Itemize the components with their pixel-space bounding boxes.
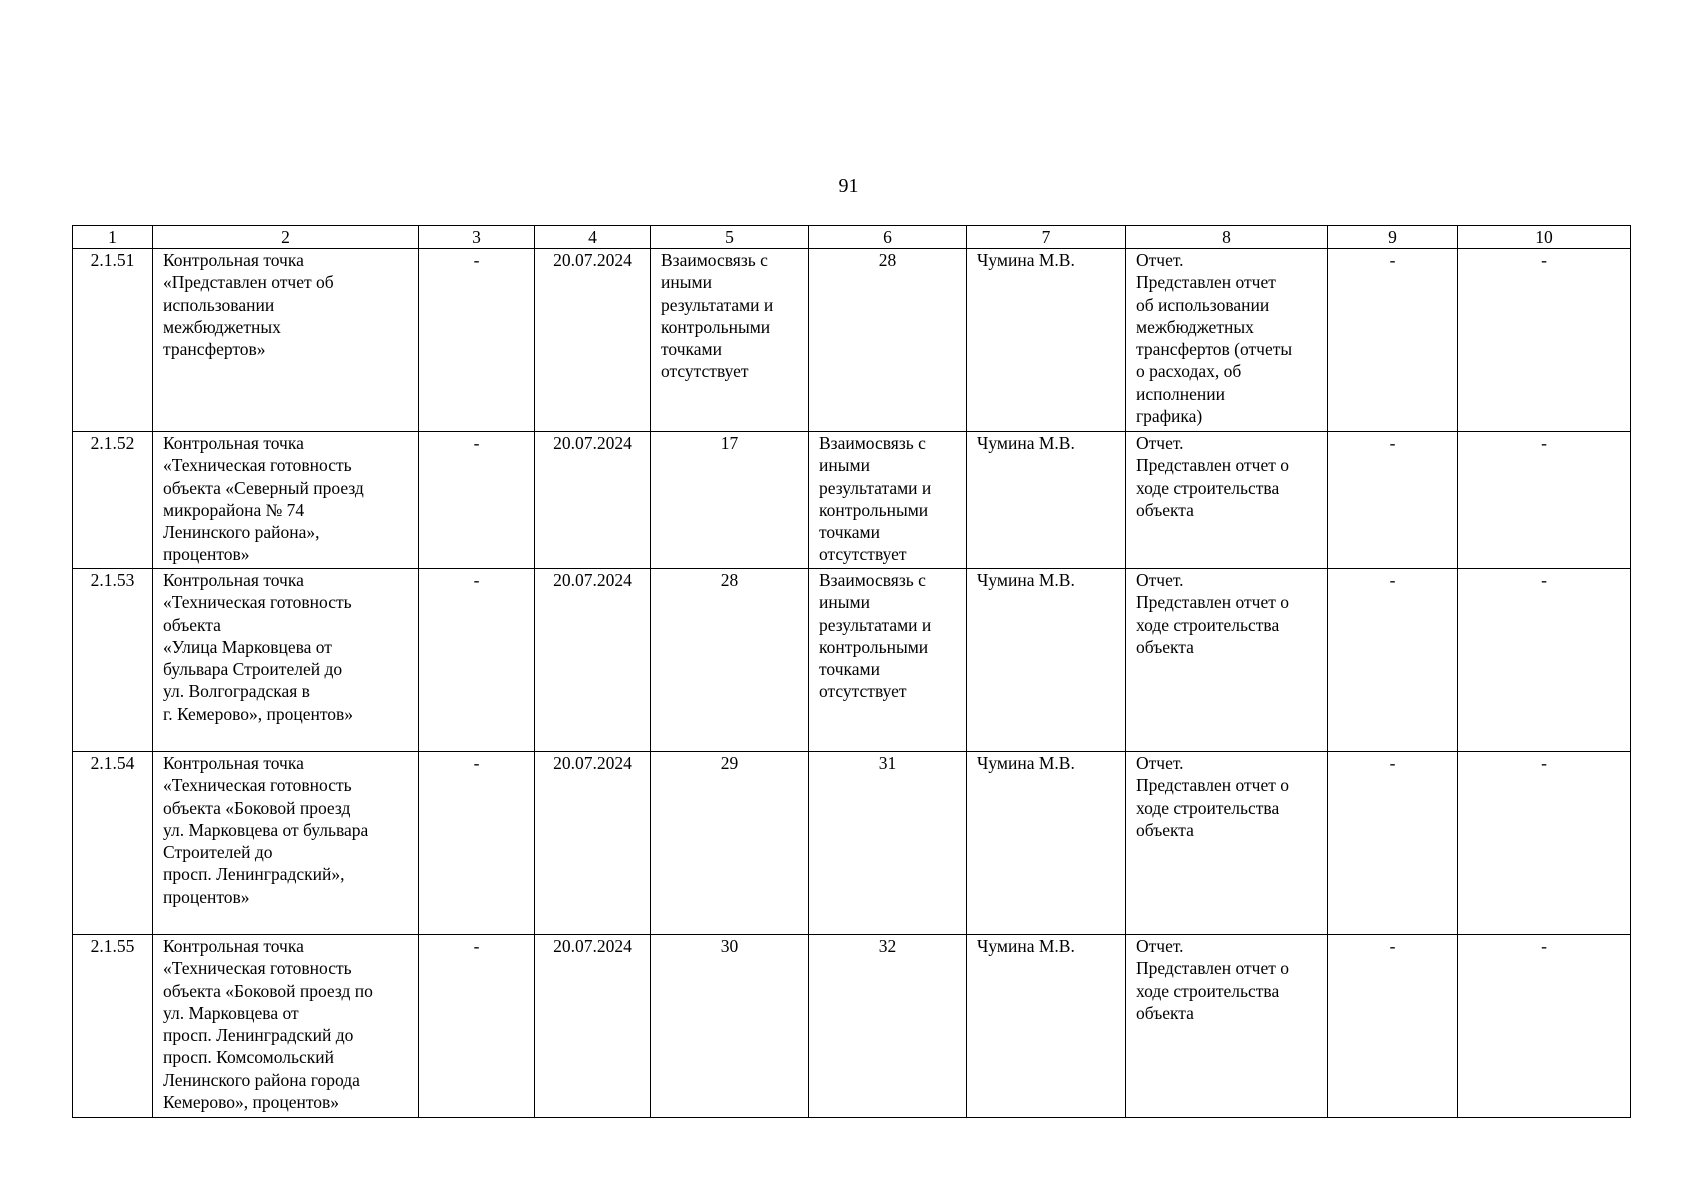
column-6-cell <box>809 569 967 752</box>
control-point-name-cell-line: Контрольная точка <box>163 936 304 956</box>
control-points-table <box>72 225 1631 1118</box>
result-description-cell-line: ходе строительства <box>1136 797 1280 818</box>
control-point-name-cell <box>153 432 419 569</box>
column-6-cell-line: отсутствует <box>819 544 907 565</box>
result-description-cell-line: Отчет. <box>1136 250 1184 270</box>
column-5-cell-line: 30 <box>720 936 739 956</box>
control-point-name-cell-line: объекта «Боковой проезд по <box>163 980 373 1001</box>
column-10-cell: - <box>1458 249 1631 432</box>
control-point-name-cell-line: Контрольная точка <box>163 250 304 270</box>
result-description-cell-line: ходе строительства <box>1136 614 1280 635</box>
date-cell: 20.07.2024 <box>535 569 651 752</box>
column-5-cell <box>651 249 809 432</box>
control-point-name-cell-line: Контрольная точка <box>163 433 304 453</box>
control-point-name-cell-line: «Техническая готовность <box>163 958 352 979</box>
control-point-name-cell-line: бульвара Строителей до <box>163 659 343 680</box>
responsible-person-cell: Чумина М.В. <box>967 752 1126 935</box>
column-9-cell: - <box>1328 752 1458 935</box>
column-number-header: 4 <box>535 226 651 249</box>
control-point-name-cell-line: г. Кемерово», процентов» <box>163 703 354 724</box>
responsible-person-cell: Чумина М.В. <box>967 249 1126 432</box>
table-row <box>73 249 1631 432</box>
column-9-cell: - <box>1328 432 1458 569</box>
column-10-cell: - <box>1458 569 1631 752</box>
control-point-name-cell-line: «Техническая готовность <box>163 455 352 476</box>
column-6-cell <box>809 249 967 432</box>
control-point-name-cell-line: просп. Ленинградский», <box>163 864 345 885</box>
column-9-cell: - <box>1328 935 1458 1118</box>
row-number-cell: 2.1.52 <box>73 432 153 569</box>
column-5-cell-line: иными <box>661 272 712 293</box>
column-5-cell-line: Взаимосвязь с <box>661 250 768 270</box>
control-point-name-cell-line: использовании <box>163 294 275 315</box>
result-description-cell-line: Отчет. <box>1136 433 1184 453</box>
result-description-cell-line: о расходах, об <box>1136 361 1242 382</box>
responsible-person-cell: Чумина М.В. <box>967 935 1126 1118</box>
control-point-name-cell-line: Кемерово», процентов» <box>163 1092 340 1113</box>
column-number-header: 7 <box>967 226 1126 249</box>
column-5-cell-line: точками <box>661 339 722 360</box>
row-number-cell: 2.1.54 <box>73 752 153 935</box>
column-3-cell: - <box>419 249 535 432</box>
column-5-cell <box>651 569 809 752</box>
column-5-cell-line: результатами и <box>661 294 774 315</box>
result-description-cell-line: Представлен отчет <box>1136 272 1276 293</box>
control-point-name-cell-line: объекта «Северный проезд <box>163 477 364 498</box>
result-description-cell-line: межбюджетных <box>1136 316 1254 337</box>
column-6-cell-line: точками <box>819 522 880 543</box>
date-cell: 20.07.2024 <box>535 249 651 432</box>
column-10-cell: - <box>1458 752 1631 935</box>
result-description-cell-line: трансфертов (отчеты <box>1136 339 1293 360</box>
control-point-name-cell <box>153 569 419 752</box>
responsible-person-cell: Чумина М.В. <box>967 569 1126 752</box>
result-description-cell-line: Представлен отчет о <box>1136 592 1290 613</box>
row-number-cell: 2.1.53 <box>73 569 153 752</box>
column-6-cell-line: иными <box>819 592 870 613</box>
result-description-cell <box>1126 569 1328 752</box>
column-6-cell-line: результатами и <box>819 614 932 635</box>
date-cell: 20.07.2024 <box>535 935 651 1118</box>
column-6-cell-line: Взаимосвязь с <box>819 433 926 453</box>
result-description-cell-line: исполнении <box>1136 383 1225 404</box>
column-5-cell <box>651 432 809 569</box>
column-6-cell-line: контрольными <box>819 636 929 657</box>
control-point-name-cell-line: «Представлен отчет об <box>163 272 334 293</box>
column-6-cell-line: 31 <box>878 753 897 773</box>
control-point-name-cell-line: «Улица Марковцева от <box>163 636 332 657</box>
column-10-cell: - <box>1458 935 1631 1118</box>
column-6-cell <box>809 935 967 1118</box>
control-point-name-cell-line: объекта «Боковой проезд <box>163 797 351 818</box>
column-number-header: 5 <box>651 226 809 249</box>
control-point-name-cell-line: Ленинского района», <box>163 522 320 543</box>
column-6-cell-line: 32 <box>878 936 897 956</box>
column-10-cell: - <box>1458 432 1631 569</box>
column-6-cell-line: отсутствует <box>819 681 907 702</box>
column-number-header: 8 <box>1126 226 1328 249</box>
column-number-header: 1 <box>73 226 153 249</box>
column-5-cell <box>651 935 809 1118</box>
result-description-cell-line: Представлен отчет о <box>1136 775 1290 796</box>
column-5-cell <box>651 752 809 935</box>
control-point-name-cell-line: Ленинского района города <box>163 1069 360 1090</box>
result-description-cell-line: объекта <box>1136 636 1194 657</box>
row-number-cell: 2.1.51 <box>73 249 153 432</box>
control-point-name-cell-line: процентов» <box>163 544 250 565</box>
column-number-header: 6 <box>809 226 967 249</box>
result-description-cell-line: Отчет. <box>1136 753 1184 773</box>
column-number-header: 2 <box>153 226 419 249</box>
control-point-name-cell-line: объекта <box>163 614 221 635</box>
column-5-cell-line: 17 <box>720 433 739 453</box>
column-5-cell-line: 29 <box>720 753 739 773</box>
column-6-cell-line: контрольными <box>819 499 929 520</box>
table-row <box>73 752 1631 935</box>
result-description-cell-line: Представлен отчет о <box>1136 455 1290 476</box>
column-5-cell-line: 28 <box>720 570 739 590</box>
table-row <box>73 432 1631 569</box>
result-description-cell <box>1126 752 1328 935</box>
column-9-cell: - <box>1328 569 1458 752</box>
control-point-name-cell-line: Строителей до <box>163 842 273 863</box>
row-number-cell: 2.1.55 <box>73 935 153 1118</box>
control-point-name-cell-line: межбюджетных <box>163 316 281 337</box>
result-description-cell-line: Представлен отчет о <box>1136 958 1290 979</box>
result-description-cell-line: ходе строительства <box>1136 477 1280 498</box>
control-point-name-cell-line: Контрольная точка <box>163 753 304 773</box>
control-point-name-cell <box>153 935 419 1118</box>
control-point-name-cell-line: микрорайона № 74 <box>163 499 305 520</box>
responsible-person-cell: Чумина М.В. <box>967 432 1126 569</box>
column-5-cell-line: контрольными <box>661 316 771 337</box>
control-point-name-cell-line: просп. Комсомольский <box>163 1047 334 1068</box>
control-point-name-cell-line: просп. Ленинградский до <box>163 1025 354 1046</box>
control-point-name-cell <box>153 249 419 432</box>
column-6-cell-line: Взаимосвязь с <box>819 570 926 590</box>
control-point-name-cell-line: ул. Марковцева от бульвара <box>163 819 369 840</box>
result-description-cell-line: объекта <box>1136 499 1194 520</box>
result-description-cell-line: объекта <box>1136 819 1194 840</box>
result-description-cell-line: Отчет. <box>1136 936 1184 956</box>
control-point-name-cell-line: «Техническая готовность <box>163 775 352 796</box>
column-number-header: 9 <box>1328 226 1458 249</box>
column-number-header: 10 <box>1458 226 1631 249</box>
date-cell: 20.07.2024 <box>535 752 651 935</box>
control-point-name-cell <box>153 752 419 935</box>
column-number-header-row <box>73 226 1631 249</box>
result-description-cell <box>1126 935 1328 1118</box>
column-3-cell: - <box>419 752 535 935</box>
control-point-name-cell-line: трансфертов» <box>163 339 266 360</box>
column-number-header: 3 <box>419 226 535 249</box>
control-point-name-cell-line: Контрольная точка <box>163 570 304 590</box>
result-description-cell-line: ходе строительства <box>1136 980 1280 1001</box>
column-6-cell-line: иными <box>819 455 870 476</box>
result-description-cell-line: об использовании <box>1136 294 1270 315</box>
column-3-cell: - <box>419 935 535 1118</box>
column-6-cell-line: результатами и <box>819 477 932 498</box>
table-row <box>73 935 1631 1118</box>
control-point-name-cell-line: ул. Марковцева от <box>163 1002 299 1023</box>
control-point-name-cell-line: ул. Волгоградская в <box>163 681 310 702</box>
column-6-cell-line: точками <box>819 659 880 680</box>
control-point-name-cell-line: «Техническая готовность <box>163 592 352 613</box>
table-row <box>73 569 1631 752</box>
result-description-cell <box>1126 249 1328 432</box>
column-9-cell: - <box>1328 249 1458 432</box>
column-3-cell: - <box>419 432 535 569</box>
column-5-cell-line: отсутствует <box>661 361 749 382</box>
result-description-cell-line: объекта <box>1136 1002 1194 1023</box>
column-6-cell-line: 28 <box>878 250 897 270</box>
page-number: 91 <box>838 175 859 197</box>
result-description-cell <box>1126 432 1328 569</box>
control-point-name-cell-line: процентов» <box>163 886 250 907</box>
date-cell: 20.07.2024 <box>535 432 651 569</box>
column-6-cell <box>809 432 967 569</box>
result-description-cell-line: графика) <box>1136 406 1203 427</box>
result-description-cell-line: Отчет. <box>1136 570 1184 590</box>
column-3-cell: - <box>419 569 535 752</box>
column-6-cell <box>809 752 967 935</box>
